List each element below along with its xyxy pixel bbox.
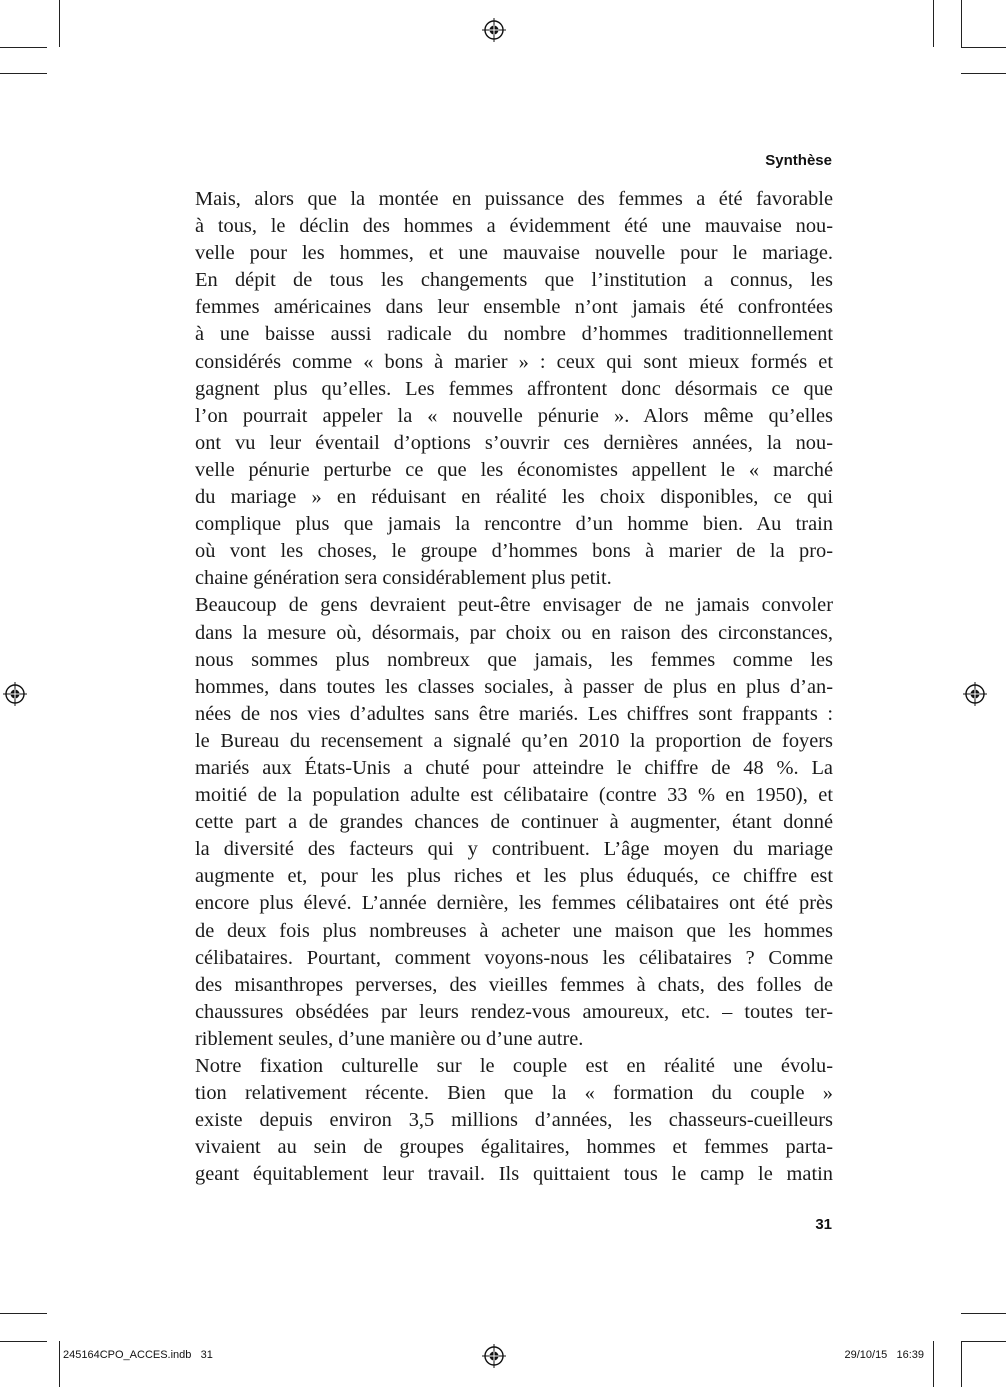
text-line: considérés comme « bons à marier » : ceux qui sont mieux formés et bbox=[195, 350, 833, 373]
registration-mark-top-icon bbox=[482, 18, 506, 42]
text-line: à tous, le déclin des hommes a évidemment été une mauvaise nou- bbox=[195, 215, 833, 238]
page-number: 31 bbox=[815, 1216, 832, 1233]
text-line: de deux fois plus nombreuses à acheter une maison que les hommes bbox=[195, 919, 833, 942]
crop-mark-top-right-horizontal-2 bbox=[961, 73, 1006, 74]
crop-mark-top-left-vertical bbox=[59, 0, 60, 47]
text-line: Mais, alors que la montée en puissance des femmes a été favorable bbox=[195, 188, 833, 210]
crop-mark-bottom-left-horizontal bbox=[0, 1313, 47, 1314]
text-line: augmente et, pour les plus riches et les plus éduqués, ce chiffre est bbox=[195, 865, 833, 888]
text-line: où vont les choses, le groupe d’hommes bons à marier de la pro- bbox=[195, 540, 833, 563]
crop-mark-bottom-right-vertical bbox=[933, 1341, 934, 1387]
text-line: ont vu leur éventail d’options s’ouvrir ces dernières années, la nou- bbox=[195, 431, 833, 454]
text-line: geant équitablement leur travail. Ils quittaient tous le camp le matin bbox=[195, 1163, 833, 1186]
crop-mark-bottom-left-vertical bbox=[59, 1341, 60, 1387]
text-line: velle pénurie perturbe ce que les économistes appellent le « marché bbox=[195, 458, 833, 481]
text-line: mariés aux États-Unis a chuté pour atteindre le chiffre de 48 %. La bbox=[195, 756, 833, 779]
text-line: complique plus que jamais la rencontre d’un homme bien. Au train bbox=[195, 513, 833, 536]
text-line: nées de nos vies d’adultes sans être mariés. Les chiffres sont frappants : bbox=[195, 702, 833, 725]
text-line: hommes, dans toutes les classes sociales, à passer de plus en plus d’an- bbox=[195, 675, 833, 698]
text-line: dans la mesure où, désormais, par choix ou en raison des circonstances, bbox=[195, 621, 833, 644]
text-line: gagnent plus qu’elles. Les femmes affrontent donc désormais ce que bbox=[195, 377, 833, 400]
crop-mark-bottom-right-vertical-2 bbox=[961, 1341, 962, 1387]
crop-mark-top-left-horizontal-2 bbox=[0, 73, 47, 74]
text-line: riblement seules, d’une manière ou d’une autre. bbox=[195, 1027, 584, 1050]
text-line: encore plus élevé. L’année dernière, les femmes célibataires ont été près bbox=[195, 892, 833, 915]
crop-mark-top-right-vertical bbox=[933, 0, 934, 47]
text-line: moitié de la population adulte est célibataire (contre 33 % en 1950), et bbox=[195, 784, 833, 807]
text-line: chaussures obsédées par leurs rendez-vous amoureux, etc. – toutes ter- bbox=[195, 1000, 833, 1023]
registration-mark-left-icon bbox=[3, 682, 27, 706]
text-line: nous sommes plus nombreux que jamais, les femmes comme les bbox=[195, 648, 833, 671]
crop-mark-bottom-right-horizontal bbox=[961, 1313, 1006, 1314]
registration-mark-bottom-icon bbox=[482, 1344, 506, 1368]
text-line: cette part a de grandes chances de continuer à augmenter, étant donné bbox=[195, 811, 833, 834]
text-line: la diversité des facteurs qui y contribuent. L’âge moyen du mariage bbox=[195, 838, 833, 861]
text-line: Beaucoup de gens devraient peut-être envisager de ne jamais convoler bbox=[195, 594, 833, 617]
crop-mark-bottom-right-horizontal-2 bbox=[961, 1341, 1006, 1342]
crop-mark-top-left-horizontal bbox=[0, 47, 47, 48]
text-line: En dépit de tous les changements que l’institution a connus, les bbox=[195, 269, 833, 292]
crop-mark-bottom-left-horizontal-2 bbox=[0, 1341, 47, 1342]
running-head: Synthèse bbox=[765, 152, 832, 169]
text-line: vivaient au sein de groupes égalitaires, hommes et femmes parta- bbox=[195, 1136, 833, 1159]
crop-mark-top-right-vertical-2 bbox=[961, 0, 962, 47]
text-line: célibataires. Pourtant, comment voyons-nous les célibataires ? Comme bbox=[195, 946, 833, 969]
text-line: du mariage » en réduisant en réalité les choix disponibles, ce qui bbox=[195, 486, 833, 509]
text-line: à une baisse aussi radicale du nombre d’hommes traditionnellement bbox=[195, 323, 833, 346]
text-line: existe depuis environ 3,5 millions d’années, les chasseurs-cueilleurs bbox=[195, 1109, 833, 1132]
text-line: chaine génération sera considérablement plus petit. bbox=[195, 567, 612, 590]
text-line: velle pour les hommes, et une mauvaise nouvelle pour le mariage. bbox=[195, 242, 833, 265]
slug-date: 29/10/15 16:39 bbox=[844, 1349, 924, 1361]
text-line: Notre fixation culturelle sur le couple est en réalité une évolu- bbox=[195, 1055, 833, 1077]
slug-file: 245164CPO_ACCES.indb 31 bbox=[63, 1349, 213, 1361]
text-line: des misanthropes perverses, des vieilles femmes à chats, des folles de bbox=[195, 973, 833, 996]
text-line: tion relativement récente. Bien que la « formation du couple » bbox=[195, 1082, 833, 1105]
text-line: le Bureau du recensement a signalé qu’en 2010 la proportion de foyers bbox=[195, 729, 833, 752]
text-line: femmes américaines dans leur ensemble n’ont jamais été confrontées bbox=[195, 296, 833, 319]
registration-mark-right-icon bbox=[963, 682, 987, 706]
body-text bbox=[195, 186, 833, 1188]
crop-mark-top-right-horizontal bbox=[961, 47, 1006, 48]
text-line: l’on pourrait appeler la « nouvelle pénurie ». Alors même qu’elles bbox=[195, 404, 833, 427]
